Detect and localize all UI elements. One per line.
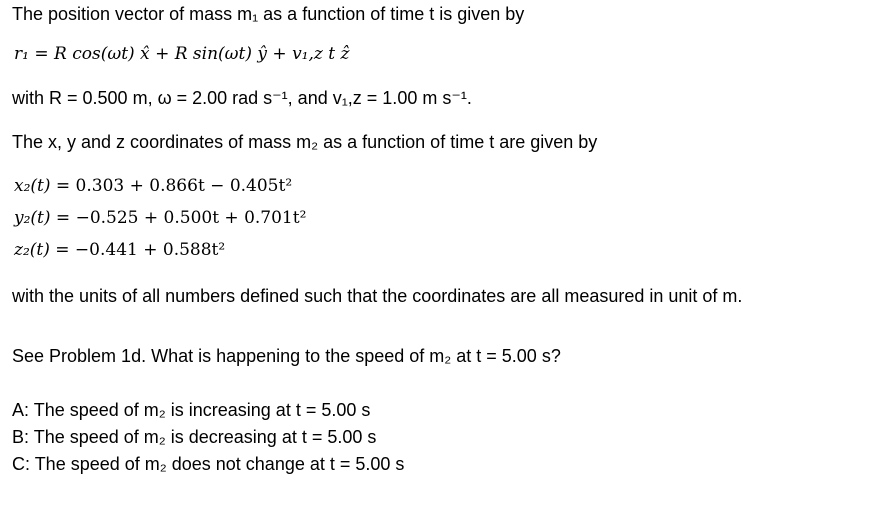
- equation-y2-rhs: = −0.525 + 0.500t + 0.701t²: [55, 208, 307, 228]
- params-text-content: with R = 0.500 m, ω = 2.00 rad s⁻¹, and v₁,z = 1.00 m s⁻¹.: [12, 88, 472, 108]
- intro-text-content: The position vector of mass m₁ as a function of time t is given by: [12, 4, 525, 24]
- equation-x2: [14, 176, 292, 196]
- vector-term-1: R cos(ωt) x̂: [54, 44, 150, 64]
- coords-intro-text: [12, 132, 597, 153]
- units-note: [12, 286, 742, 307]
- equation-y2-lhs: y₂(t): [14, 208, 51, 228]
- question-content: See Problem 1d. What is happening to the speed of m₂ at t = 5.00 s?: [12, 346, 561, 366]
- option-c-letter: C:: [12, 454, 30, 474]
- vector-term-3: v₁,z t ẑ: [292, 44, 350, 64]
- vector-equation: [14, 44, 349, 64]
- vector-equals: =: [34, 44, 49, 64]
- option-c-text: The speed of m₂ does not change at t = 5.00 s: [34, 454, 405, 474]
- option-a-letter: A:: [12, 400, 30, 420]
- vector-plus-2: +: [272, 44, 287, 64]
- units-note-content: with the units of all numbers defined such that the coordinates are all measured in unit of m.: [12, 286, 743, 306]
- option-b-letter: B:: [12, 427, 30, 447]
- option-a[interactable]: [12, 400, 370, 421]
- option-b[interactable]: [12, 427, 376, 448]
- equation-z2: [14, 240, 225, 260]
- option-a-text: The speed of m₂ is increasing at t = 5.00 s: [33, 400, 371, 420]
- params-text: [12, 88, 472, 109]
- option-b-text: The speed of m₂ is decreasing at t = 5.00 s: [33, 427, 377, 447]
- equation-y2: [14, 208, 306, 228]
- intro-text: [12, 4, 524, 25]
- equation-x2-lhs: x₂(t): [14, 176, 51, 196]
- option-c[interactable]: [12, 454, 404, 475]
- equation-z2-lhs: z₂(t): [14, 240, 50, 260]
- equation-z2-rhs: = −0.441 + 0.588t²: [55, 240, 226, 260]
- vector-term-2: R sin(ωt) ŷ: [174, 44, 267, 64]
- question-text: [12, 346, 561, 367]
- vector-plus-1: +: [155, 44, 170, 64]
- equation-x2-rhs: = 0.303 + 0.866t − 0.405t²: [55, 176, 293, 196]
- vector-lhs: r₁: [14, 44, 29, 64]
- coords-intro-content: The x, y and z coordinates of mass m₂ as a function of time t are given by: [12, 132, 598, 152]
